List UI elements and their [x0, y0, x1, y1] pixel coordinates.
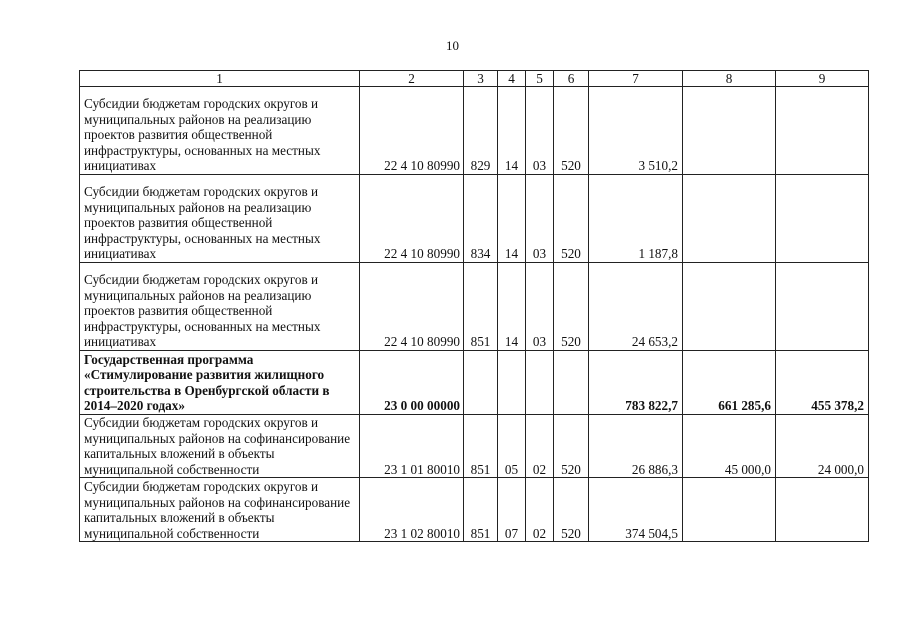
row-name — [80, 478, 360, 542]
row-ministry: 851 — [464, 263, 498, 351]
row-name-text: Государственная программа «Стимулирование развития жилищного строительства в Оренбургской области в 2014–2020 годах» — [84, 351, 330, 414]
row-amount-1: 3 510,2 — [589, 87, 683, 175]
row-section: 14 — [498, 263, 526, 351]
table-row — [80, 415, 869, 478]
row-code: 22 4 10 80990 — [360, 263, 464, 351]
budget-table — [79, 70, 869, 542]
row-code: 23 1 02 80010 — [360, 478, 464, 542]
row-subsection: 03 — [526, 175, 554, 263]
table-row — [80, 87, 869, 175]
row-ministry: 834 — [464, 175, 498, 263]
row-amount-3: 455 378,2 — [776, 351, 869, 415]
table-row — [80, 175, 869, 263]
column-number: 4 — [498, 71, 526, 87]
row-ministry: 851 — [464, 415, 498, 478]
row-subsection: 02 — [526, 478, 554, 542]
row-name-text: Субсидии бюджетам городских округов и муниципальных районов на софинансирование капитальных вложений в объекты муниципальной собственности — [84, 479, 351, 541]
program-row — [80, 351, 869, 415]
column-number: 6 — [554, 71, 589, 87]
row-code: 22 4 10 80990 — [360, 87, 464, 175]
row-section: 07 — [498, 478, 526, 542]
column-number: 7 — [589, 71, 683, 87]
row-ministry: 829 — [464, 87, 498, 175]
row-amount-2 — [683, 175, 776, 263]
row-amount-1: 1 187,8 — [589, 175, 683, 263]
row-amount-3 — [776, 175, 869, 263]
row-code: 22 4 10 80990 — [360, 175, 464, 263]
table-row — [80, 263, 869, 351]
row-amount-2 — [683, 478, 776, 542]
row-name — [80, 263, 360, 351]
row-amount-3: 24 000,0 — [776, 415, 869, 478]
row-section: 14 — [498, 175, 526, 263]
row-expense-type: 520 — [554, 263, 589, 351]
row-ministry: 851 — [464, 478, 498, 542]
row-subsection: 03 — [526, 263, 554, 351]
row-expense-type — [554, 351, 589, 415]
row-subsection: 03 — [526, 87, 554, 175]
row-amount-3 — [776, 87, 869, 175]
row-expense-type: 520 — [554, 87, 589, 175]
column-number: 1 — [80, 71, 360, 87]
row-amount-1: 26 886,3 — [589, 415, 683, 478]
row-amount-2: 661 285,6 — [683, 351, 776, 415]
row-subsection: 02 — [526, 415, 554, 478]
row-expense-type: 520 — [554, 175, 589, 263]
row-section: 05 — [498, 415, 526, 478]
row-subsection — [526, 351, 554, 415]
row-code: 23 1 01 80010 — [360, 415, 464, 478]
row-section: 14 — [498, 87, 526, 175]
row-amount-1: 783 822,7 — [589, 351, 683, 415]
column-number: 9 — [776, 71, 869, 87]
row-name — [80, 175, 360, 263]
row-amount-2 — [683, 263, 776, 351]
row-amount-3 — [776, 478, 869, 542]
page-number: 10 — [446, 38, 459, 53]
row-name-text: Субсидии бюджетам городских округов и муниципальных районов на реализацию проектов развития общественной инфраструктуры, основанных на местных инициативах — [84, 96, 321, 174]
row-section — [498, 351, 526, 415]
column-number-row — [80, 71, 869, 87]
row-amount-3 — [776, 263, 869, 351]
row-name-text: Субсидии бюджетам городских округов и муниципальных районов на реализацию проектов развития общественной инфраструктуры, основанных на местных инициативах — [84, 184, 321, 262]
row-amount-2: 45 000,0 — [683, 415, 776, 478]
row-name — [80, 415, 360, 478]
row-code: 23 0 00 00000 — [360, 351, 464, 415]
column-number: 2 — [360, 71, 464, 87]
row-amount-2 — [683, 87, 776, 175]
row-amount-1: 374 504,5 — [589, 478, 683, 542]
column-number: 5 — [526, 71, 554, 87]
row-ministry — [464, 351, 498, 415]
table-row — [80, 478, 869, 542]
row-name — [80, 87, 360, 175]
column-number: 3 — [464, 71, 498, 87]
row-name-text: Субсидии бюджетам городских округов и муниципальных районов на реализацию проектов развития общественной инфраструктуры, основанных на местных инициативах — [84, 272, 321, 350]
column-number: 8 — [683, 71, 776, 87]
row-amount-1: 24 653,2 — [589, 263, 683, 351]
row-name-text: Субсидии бюджетам городских округов и муниципальных районов на софинансирование капитальных вложений в объекты муниципальной собственности — [84, 415, 351, 477]
row-name — [80, 351, 360, 415]
row-expense-type: 520 — [554, 415, 589, 478]
row-expense-type: 520 — [554, 478, 589, 542]
